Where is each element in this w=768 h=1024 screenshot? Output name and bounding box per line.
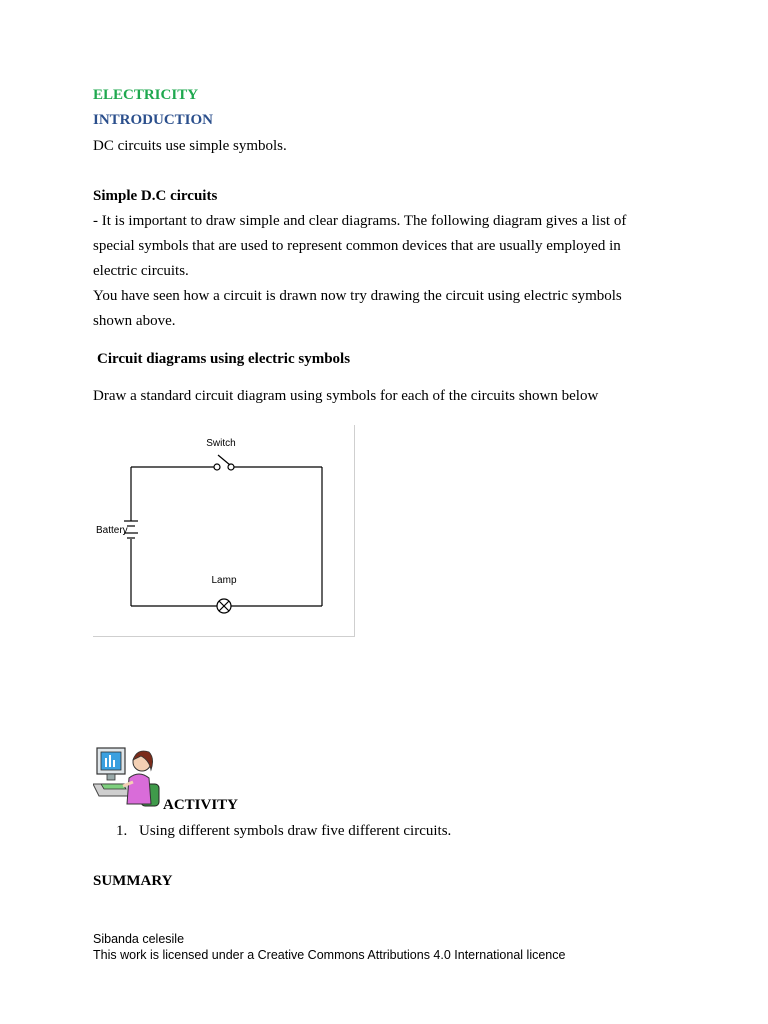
summary-title: SUMMARY (93, 873, 173, 889)
paragraph-try-drawing: You have seen how a circuit is drawn now try drawing the circuit using electric symbols shown above. (93, 288, 622, 329)
circuit-figure (93, 425, 355, 637)
intro-text: DC circuits use simple symbols. (93, 138, 287, 154)
circuit-diagram (93, 425, 355, 637)
lamp-label: Lamp (211, 575, 237, 586)
switch-label: Switch (206, 438, 236, 449)
battery-label: Battery (96, 525, 128, 536)
computer-user-icon (93, 744, 163, 812)
list-item-number: 1. (116, 823, 128, 839)
heading-introduction: INTRODUCTION (93, 112, 214, 128)
section-title-simple-dc: Simple D.C circuits (93, 188, 218, 204)
heading-electricity: ELECTRICITY (93, 87, 199, 103)
paragraph-symbols: - It is important to draw simple and clear diagrams. The following diagram gives a list of special symbols that are used to represent common devices that are usually employed in electric circuits. (93, 213, 627, 279)
list-item (116, 823, 451, 840)
switch-contact-right (228, 464, 234, 470)
list-item-text: Using different symbols draw five different circuits. (139, 823, 452, 839)
switch-contact-left (214, 464, 220, 470)
activity-title: ACTIVITY (163, 797, 239, 813)
footer-license: This work is licensed under a Creative Commons Attributions 4.0 International licence (93, 948, 566, 962)
switch-lever (218, 455, 230, 465)
instruction-text: Draw a standard circuit diagram using symbols for each of the circuits shown below (93, 388, 599, 404)
footer-author: Sibanda celesile (93, 932, 185, 946)
section-title-circuit-diagrams: Circuit diagrams using electric symbols (97, 351, 351, 367)
